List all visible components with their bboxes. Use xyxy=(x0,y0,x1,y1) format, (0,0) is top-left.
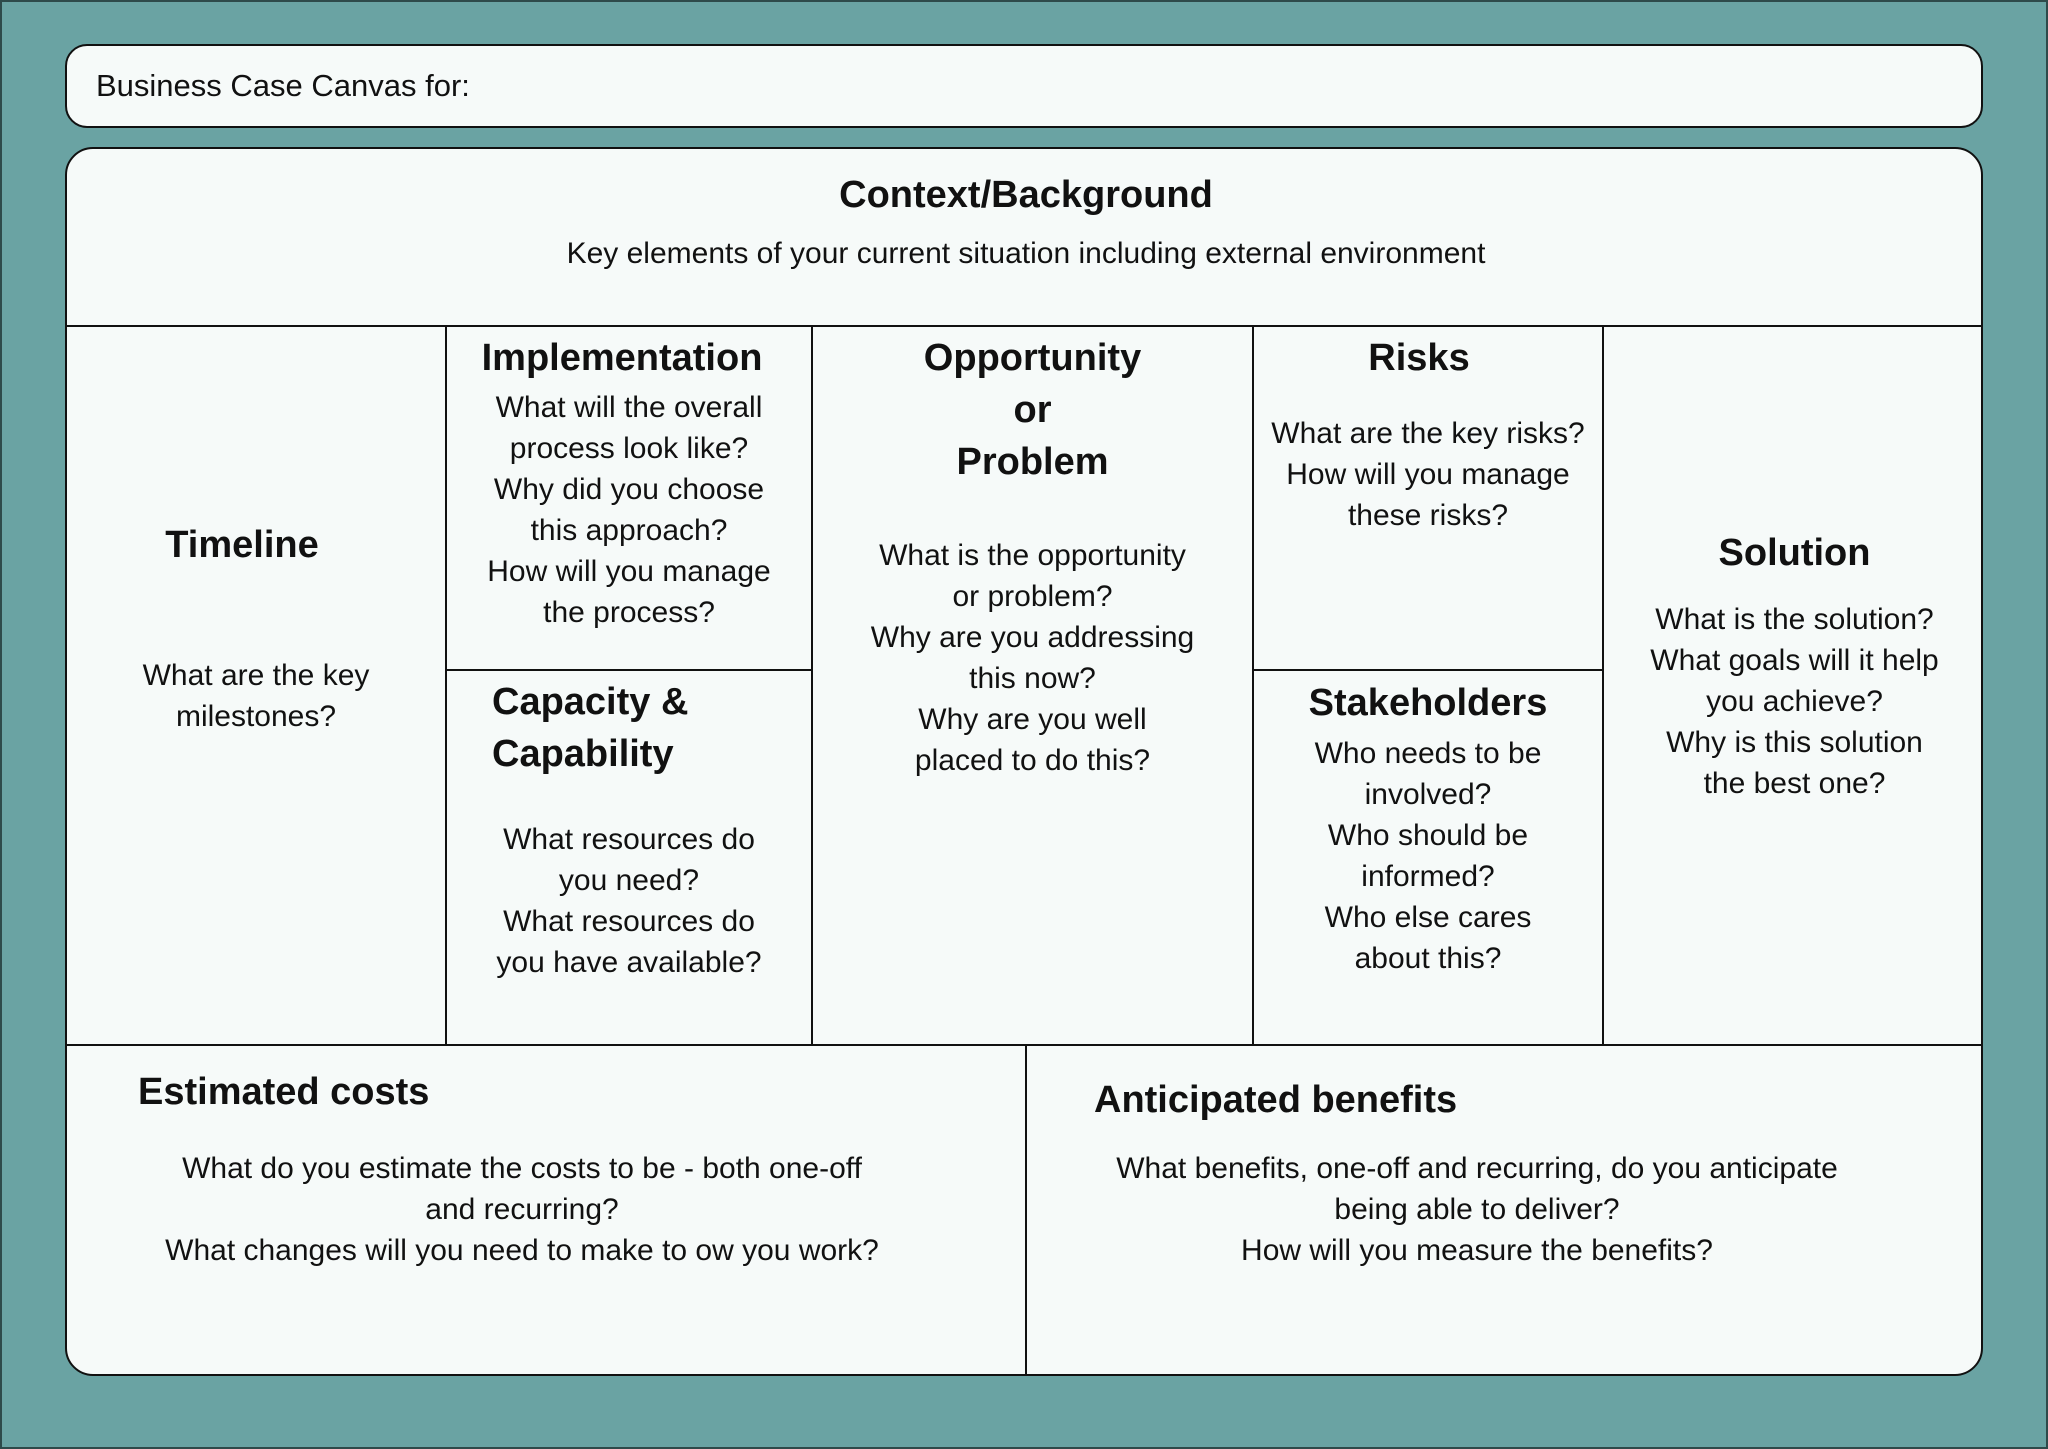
risks-title: Risks xyxy=(1368,337,1470,379)
benefits-line: being able to deliver? xyxy=(1334,1193,1620,1226)
stakeholders-line: Who else cares xyxy=(1324,901,1532,934)
opportunity-line: this now? xyxy=(969,662,1096,695)
risks-line: How will you manage xyxy=(1286,458,1570,491)
costs-title: Estimated costs xyxy=(138,1071,430,1113)
context-title: Context/Background xyxy=(839,174,1213,216)
timeline-section[interactable] xyxy=(67,327,445,1044)
opportunity-line: Why are you well xyxy=(918,703,1147,736)
benefits-title: Anticipated benefits xyxy=(1094,1079,1458,1121)
stakeholders-section[interactable] xyxy=(1254,671,1602,1044)
implementation-title: Implementation xyxy=(481,337,763,379)
benefits-line: What benefits, one-off and recurring, do you anticipate xyxy=(1116,1152,1838,1185)
implementation-line: process look like? xyxy=(509,432,749,465)
context-section[interactable] xyxy=(67,149,1983,325)
opportunity-line: or problem? xyxy=(952,580,1113,613)
opportunity-title-line: or xyxy=(1013,389,1052,431)
implementation-line: this approach? xyxy=(530,514,728,547)
costs-line: and recurring? xyxy=(425,1193,619,1226)
implementation-section[interactable] xyxy=(447,327,811,669)
solution-line: What goals will it help xyxy=(1650,644,1939,677)
solution-line: What is the solution? xyxy=(1655,603,1934,636)
solution-line: you achieve? xyxy=(1706,685,1883,718)
solution-title: Solution xyxy=(1718,532,1871,574)
costs-line: What changes will you need to make to ow you work? xyxy=(165,1234,879,1267)
opportunity-line: What is the opportunity xyxy=(879,539,1186,572)
risks-line: What are the key risks? xyxy=(1271,417,1585,450)
capacity-line: you have available? xyxy=(496,946,762,979)
stakeholders-line: about this? xyxy=(1354,942,1502,975)
timeline-title: Timeline xyxy=(165,524,319,566)
solution-line: the best one? xyxy=(1703,767,1886,800)
capacity-line: you need? xyxy=(558,864,700,897)
opportunity-line: placed to do this? xyxy=(914,744,1151,777)
implementation-line: What will the overall xyxy=(495,391,763,424)
implementation-line: How will you manage xyxy=(487,555,771,588)
implementation-line: the process? xyxy=(543,596,715,629)
solution-section[interactable] xyxy=(1604,327,1983,1044)
capacity-line: What resources do xyxy=(503,905,755,938)
timeline-line: milestones? xyxy=(175,700,337,733)
business-case-canvas xyxy=(65,147,1983,1376)
costs-line: What do you estimate the costs to be - both one-off xyxy=(182,1152,862,1185)
opportunity-title-line: Opportunity xyxy=(923,337,1142,379)
capacity-title-line: Capability xyxy=(492,733,674,775)
stakeholders-title: Stakeholders xyxy=(1308,682,1548,724)
stakeholders-line: involved? xyxy=(1364,778,1492,811)
costs-section[interactable] xyxy=(67,1046,1025,1376)
benefits-section[interactable] xyxy=(1027,1046,1983,1376)
stakeholders-line: Who should be xyxy=(1327,819,1529,852)
canvas-title-bar[interactable] xyxy=(65,44,1983,128)
stakeholders-line: informed? xyxy=(1361,860,1495,893)
opportunity-section[interactable] xyxy=(813,327,1252,1044)
risks-line: these risks? xyxy=(1347,499,1509,532)
capacity-section[interactable] xyxy=(447,671,811,1044)
capacity-title-line: Capacity & xyxy=(492,681,689,723)
canvas-title-label: Business Case Canvas for: xyxy=(96,68,470,103)
benefits-line: How will you measure the benefits? xyxy=(1241,1234,1713,1267)
risks-section[interactable] xyxy=(1254,327,1602,669)
opportunity-title-line: Problem xyxy=(956,441,1109,483)
timeline-line: What are the key xyxy=(142,659,370,692)
implementation-line: Why did you choose xyxy=(493,473,765,506)
stakeholders-line: Who needs to be xyxy=(1314,737,1542,770)
solution-line: Why is this solution xyxy=(1666,726,1923,759)
context-description: Key elements of your current situation including external environment xyxy=(566,237,1486,270)
capacity-line: What resources do xyxy=(503,823,755,856)
opportunity-line: Why are you addressing xyxy=(870,621,1195,654)
